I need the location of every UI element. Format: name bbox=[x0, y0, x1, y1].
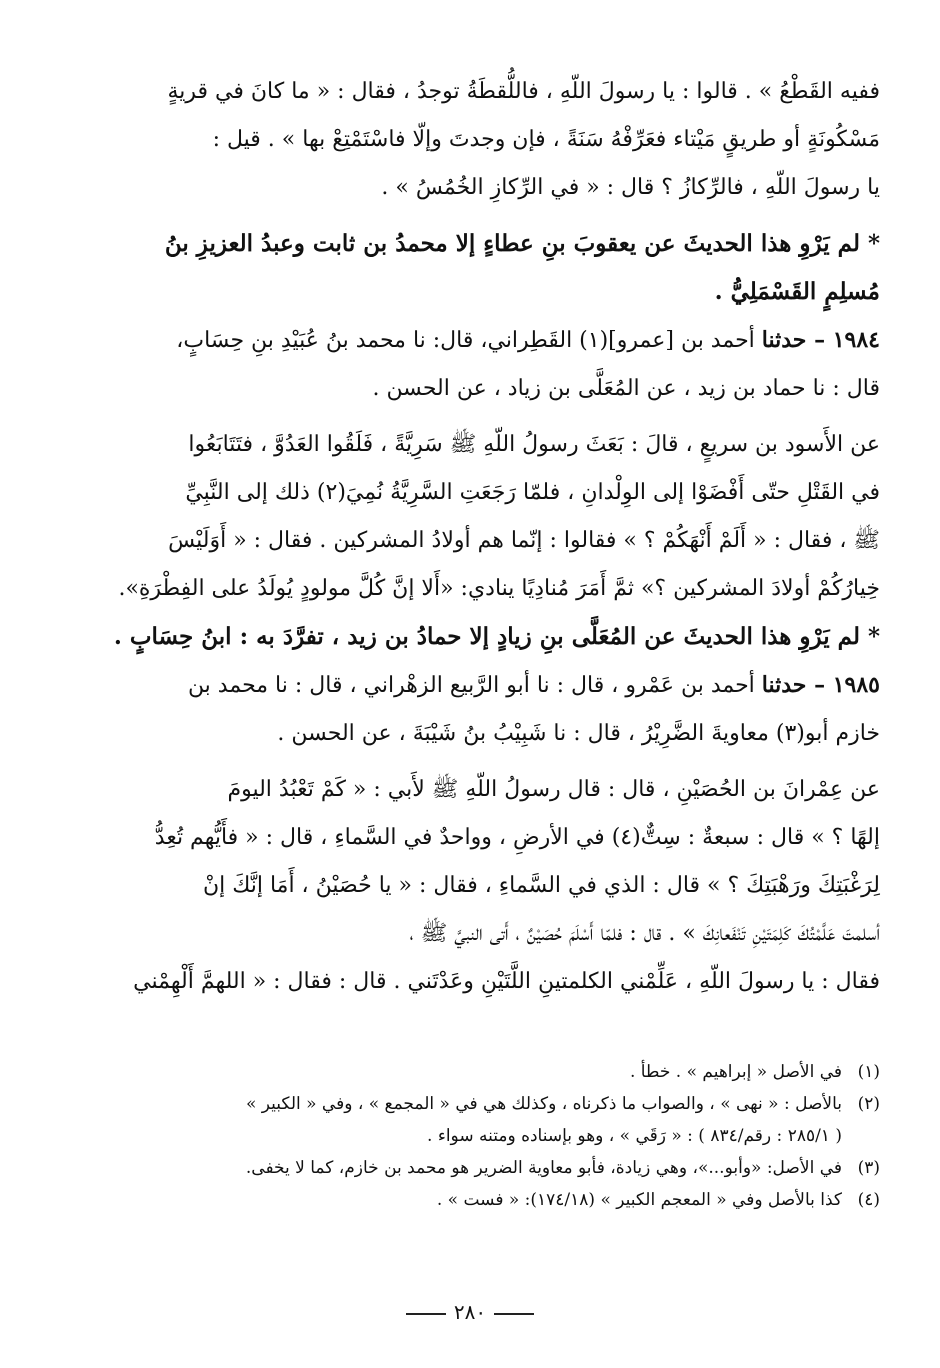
paragraph-2 bbox=[52, 421, 880, 613]
text-line: إلهًا ؟ » قال : سبعةٌ : سِتٌّ(٤) في الأرضِ ، وواحدٌ في السَّماءِ ، قال : « فأَيُّهم تُعِدُّ bbox=[154, 825, 880, 850]
note-line: * لم يَرْوِ هذا الحديثَ عن يعقوبَ بنِ عطاءٍ إلا محمدُ بن ثابت وعبدُ العزيزِ بنُ bbox=[164, 230, 880, 257]
page-number bbox=[0, 1300, 940, 1324]
footnote-number: (٤) bbox=[857, 1190, 880, 1210]
commentary-note-2 bbox=[52, 613, 880, 661]
text-line: يا رسولَ اللّهِ ، فالرِّكازُ ؟ قال : « في الرِّكازِ الخُمُسُ » . bbox=[381, 175, 880, 200]
footnote-text: في الأصل « إبراهيم » . خطأ . bbox=[629, 1062, 842, 1082]
paragraph-1 bbox=[52, 68, 880, 212]
hadith-1984-isnad bbox=[52, 316, 880, 413]
footnote bbox=[52, 1088, 880, 1120]
note-line: مُسلِمٍ القَسْمَلِيُّ . bbox=[714, 278, 880, 305]
footnote-text: كذا بالأصل وفي « المعجم الكبير » (١٧٤/١٨): « فست » . bbox=[436, 1190, 842, 1210]
footnote-number: (٢) bbox=[857, 1094, 880, 1114]
text-line: في القَتْلِ حتّى أَفْضَوْا إلى الوِلْدانِ ، فلمّا رَجَعَتِ السَّرِيَّةُ نُمِيَ(٢) ذلك إلى النَّبِيِّ bbox=[185, 480, 880, 505]
footnote-text: بالأصل : « نهى » ، والصواب ما ذكرناه ، وكذلك هي في « المجمع » ، وفي « الكبير » bbox=[245, 1094, 842, 1114]
dash-right bbox=[406, 1313, 446, 1315]
page-number-text: ٢٨٠ bbox=[453, 1300, 487, 1324]
paragraph-3 bbox=[52, 766, 880, 1006]
hadith-number: ١٩٨٥ – حدثنا bbox=[761, 672, 880, 698]
note-line: * لم يَرْوِ هذا الحديثَ عن المُعَلَّى بنِ زيادٍ إلا حمادُ بن زيد ، تفرَّدَ به : ابنُ حِسَابٍ . bbox=[113, 623, 880, 650]
footnotes bbox=[52, 1056, 880, 1216]
hadith-1985-isnad bbox=[52, 661, 880, 758]
footnote-number: (١) bbox=[857, 1062, 880, 1082]
footnote-number: (٣) bbox=[857, 1158, 880, 1178]
footnote bbox=[52, 1184, 880, 1216]
isnad-text: أحمد بن عَمْرو ، قال : نا أبو الرَّبيع الزهْراني ، قال : نا محمد بن bbox=[187, 673, 755, 698]
isnad-line: خازم أبو(٣) معاويةَ الضَّرِيْرُ ، قال : نا شَبِيْبُ بنُ شَيْبَةَ ، عن الحسن . bbox=[277, 721, 880, 746]
isnad-text: أحمد بن [عمرو](١) القَطِراني، قال: نا محمد بنُ عُبَيْدِ بنِ حِسَابٍ، bbox=[176, 328, 755, 353]
footnote bbox=[52, 1056, 880, 1088]
isnad-line: قال : نا حماد بن زيد ، عن المُعَلَّى بن زياد ، عن الحسن . bbox=[372, 376, 880, 401]
text-line: أسلمتَ عَلَّمْتُكَ كَلِمَتَيْنِ تَنْفَعانِكَ » . قال : فلمّا أَسْلَمَ حُصَيْنٌ ، أَتى النبيَّ ﷺ ، bbox=[409, 921, 880, 946]
footnote-text: في الأصل: «وأبو...»، وهي زيادة، فأبو معاوية الضرير هو محمد بن خازم، كما لا يخفى. bbox=[245, 1158, 842, 1178]
isnad-line bbox=[52, 316, 880, 365]
text-line: ففيه القَطْعُ » . قالوا : يا رسولَ اللّهِ ، فاللُّقطَةُ توجدُ ، فقال : « ما كانَ في قريةٍ bbox=[167, 79, 880, 104]
text-line: مَسْكُونَةٍ أو طريقٍ مَيْتاء فعَرِّفْهُ سَنَةً ، فإن وجدتَ وإلّا فاسْتَمْتِعْ بها » . قيل : bbox=[212, 127, 880, 152]
text-line: عن الأَسود بن سريعٍ ، قالَ : بَعَثَ رسولُ اللّهِ ﷺ سَرِيَّةً ، فَلَقُوا العَدُوَّ ، فتَتَابَعُوا bbox=[188, 432, 880, 457]
dash-left bbox=[494, 1313, 534, 1315]
text-line: فقال : يا رسولَ اللّهِ ، عَلِّمْني الكلمتينِ اللَّتَيْنِ وعَدْتَني . قال : فقال : « اللهمَّ أَلْهِمْني bbox=[133, 969, 880, 994]
text-line: خِيارُكُمْ أولادَ المشركين ؟» ثمَّ أَمَرَ مُنادِيًا ينادي: «أَلا إنَّ كُلَّ مولودٍ يُولَدُ على الفِطْرَةِ». bbox=[118, 576, 880, 601]
footnote-continuation: ( ٢٨٥/١ : رقم/٨٣٤ ) : « رَقَي » ، وهو بإسناده ومتنه سواء . bbox=[427, 1126, 842, 1146]
text-line: ﷺ ، فقال : « أَلَمْ أَنْهَكُمْ ؟ » فقالوا : إنّما هم أولادُ المشركين . فقال : « أَوَلَيْسَ bbox=[168, 528, 880, 553]
hadith-number: ١٩٨٤ – حدثنا bbox=[761, 327, 880, 353]
footnote bbox=[52, 1152, 880, 1184]
isnad-line bbox=[52, 661, 880, 710]
text-line: عن عِمْرانَ بن الحُصَيْنِ ، قال : قال رسولُ اللّهِ ﷺ لأَبي : « كَمْ تَعْبُدُ اليومَ bbox=[227, 777, 880, 802]
text-line: لِرَغْبَتِكَ ورَهْبَتِكَ ؟ » قال : الذي في السَّماءِ ، فقال : « يا حُصَيْنُ ، أَمَا إنَّكَ إنْ bbox=[202, 873, 880, 898]
commentary-note-1 bbox=[52, 220, 880, 316]
